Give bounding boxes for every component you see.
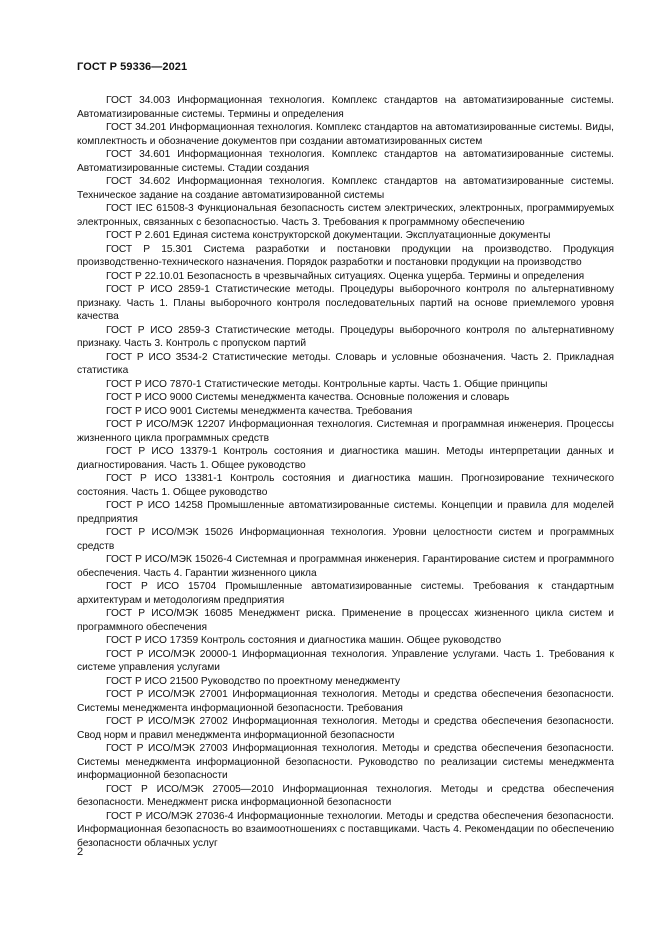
reference-entry: ГОСТ Р ИСО 13379-1 Контроль состояния и диагностика машин. Методы интерпретации данных и диагностирования. Часть 1. Общее руководство: [77, 446, 614, 471]
reference-entry: ГОСТ 34.602 Информационная технология. Комплекс стандартов на автоматизированные системы. Техническое задание на создание автоматизированной системы: [77, 176, 614, 201]
reference-entry: ГОСТ Р ИСО/МЭК 20000-1 Информационная технология. Управление услугами. Часть 1. Требования к системе управления услугами: [77, 648, 614, 673]
reference-entry: ГОСТ Р ИСО/МЭК 16085 Менеджмент риска. Применение в процессах жизненного цикла систем и программного обеспечения: [77, 608, 614, 633]
page-number: 2: [77, 846, 84, 858]
reference-entry: ГОСТ Р ИСО/МЭК 27002 Информационная технология. Методы и средства обеспечения безопасности. Свод норм и правил менеджмента информационной безопасности: [77, 716, 614, 741]
reference-entry: ГОСТ Р ИСО 9000 Системы менеджмента качества. Основные положения и словарь: [106, 392, 510, 403]
reference-entry: ГОСТ Р ИСО/МЭК 12207 Информационная технология. Системная и программная инженерия. Процессы жизненного цикла программных средств: [77, 419, 614, 444]
reference-entry: ГОСТ Р ИСО 14258 Промышленные автоматизированные системы. Концепции и правила для моделей предприятия: [77, 500, 614, 525]
reference-entry: ГОСТ Р ИСО/МЭК 27003 Информационная технология. Методы и средства обеспечения безопасности. Системы менеджмента информационной безопасности. Руководство по реализации системы менеджмента информационной безопасности: [77, 743, 614, 781]
reference-entry: ГОСТ Р 15.301 Система разработки и постановки продукции на производство. Продукция производственно-технического назначения. Порядок разработки и постановки продукции на производство: [77, 243, 614, 268]
reference-entry: ГОСТ Р ИСО 15704 Промышленные автоматизированные системы. Требования к стандартным архитектурам и методологиям предприятия: [77, 581, 614, 606]
reference-entry: ГОСТ Р ИСО/МЭК 27036-4 Информационные технологии. Методы и средства обеспечения безопасности. Информационная безопасность во взаимоотношениях с поставщиками. Часть 4. Рекомендации по обеспечению безопасности облачных услуг: [77, 810, 614, 849]
reference-entry: ГОСТ Р ИСО 13381-1 Контроль состояния и диагностика машин. Прогнозирование технического состояния. Часть 1. Общее руководство: [77, 473, 614, 498]
reference-entry: ГОСТ Р ИСО 17359 Контроль состояния и диагностика машин. Общее руководство: [106, 635, 502, 646]
reference-entry: ГОСТ Р 22.10.01 Безопасность в чрезвычайных ситуациях. Оценка ущерба. Термины и определения: [106, 270, 585, 282]
reference-entry: ГОСТ Р ИСО/МЭК 27001 Информационная технология. Методы и средства обеспечения безопасности. Системы менеджмента информационной безопасности. Требования: [77, 689, 614, 714]
reference-entry: ГОСТ Р ИСО 2859-3 Статистические методы. Процедуры выборочного контроля по альтернативному признаку. Часть 3. Контроль с пропуском партий: [77, 324, 614, 349]
reference-entry: ГОСТ Р 2.601 Единая система конструкторской документации. Эксплуатационные документы: [106, 230, 551, 241]
reference-entry: ГОСТ 34.201 Информационная технология. Комплекс стандартов на автоматизированные системы. Виды, комплектность и обозначение документов при создании автоматизированных систем: [77, 122, 614, 147]
reference-entry: ГОСТ Р ИСО/МЭК 15026 Информационная технология. Уровни целостности систем и программных средств: [77, 527, 614, 552]
reference-entry: ГОСТ Р ИСО 7870-1 Статистические методы. Контрольные карты. Часть 1. Общие принципы: [106, 378, 548, 390]
references-list: [77, 94, 614, 850]
document-header: ГОСТ Р 59336—2021: [77, 61, 188, 73]
reference-entry: ГОСТ Р ИСО 2859-1 Статистические методы. Процедуры выборочного контроля по альтернативному признаку. Часть 1. Планы выборочного контроля последовательных партий на основе приемлемого уровня качества: [77, 284, 614, 322]
reference-entry: ГОСТ Р ИСО 21500 Руководство по проектному менеджменту: [106, 675, 401, 687]
reference-entry: ГОСТ Р ИСО/МЭК 27005—2010 Информационная технология. Методы и средства обеспечения безопасности. Менеджмент риска информационной безопасности: [77, 783, 614, 808]
reference-entry: ГОСТ 34.601 Информационная технология. Комплекс стандартов на автоматизированные системы. Автоматизированные системы. Стадии создания: [77, 149, 614, 174]
reference-entry: ГОСТ Р ИСО/МЭК 15026-4 Системная и программная инженерия. Гарантирование систем и программного обеспечения. Часть 4. Гарантии жизненного цикла: [77, 554, 614, 579]
reference-entry: ГОСТ Р ИСО 3534-2 Статистические методы. Словарь и условные обозначения. Часть 2. Прикладная статистика: [77, 351, 614, 376]
reference-entry: ГОСТ 34.003 Информационная технология. Комплекс стандартов на автоматизированные системы. Автоматизированные системы. Термины и определения: [77, 95, 614, 120]
reference-entry: ГОСТ Р ИСО 9001 Системы менеджмента качества. Требования: [106, 405, 413, 417]
reference-entry: ГОСТ IEC 61508-3 Функциональная безопасность систем электрических, электронных, программируемых электронных, связанных с безопасностью. Часть 3. Требования к программному обеспечению: [77, 203, 614, 228]
